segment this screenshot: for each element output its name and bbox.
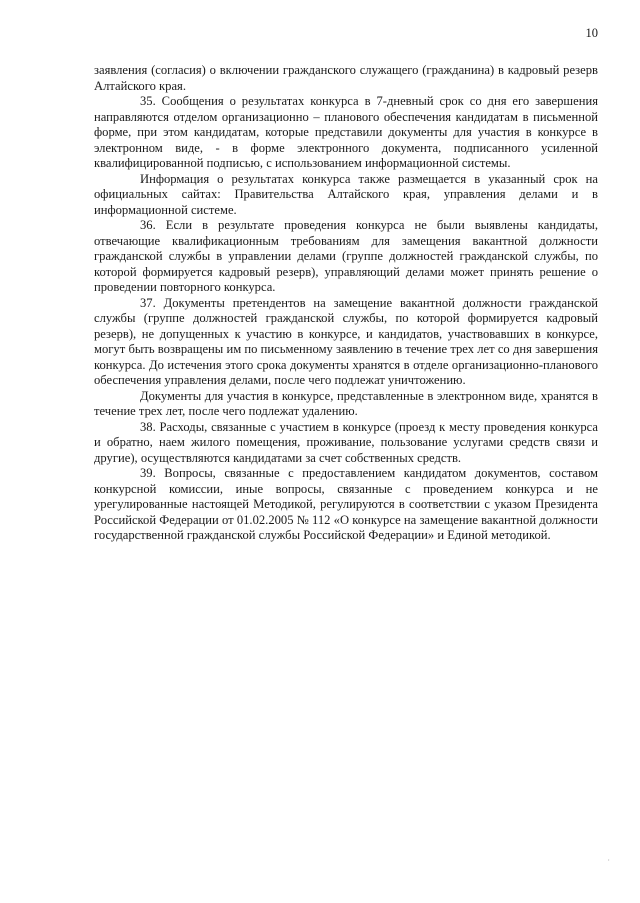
scan-artifact-dot: · — [607, 856, 610, 865]
paragraph-36: 36. Если в результате проведения конкурса не были выявлены кандидаты, отвечающие квалификационным требованиям для замещения вакантной должности гражданской службы в управлении делами (группе должностей гражданской службы, по которой формируется кадровый резерв), управляющий делами может принять решение о проведении повторного конкурса. — [94, 218, 598, 294]
paragraph-35-info: Информация о результатах конкурса также размещается в указанный срок на официальных сайтах: Правительства Алтайского края, управления делами и в информационной системе. — [94, 171, 598, 217]
paragraph-38: 38. Расходы, связанные с участием в конкурсе (проезд к месту проведения конкурса и обратно, наем жилого помещения, проживание, пользование услугами средств связи и другие), осуществляются кандидатами за счет собственных средств. — [94, 419, 598, 465]
document-body — [94, 63, 598, 544]
paragraph-35: 35. Сообщения о результатах конкурса в 7-дневный срок со дня его завершения направляются отделом организационно – планового обеспечения кандидатам в письменной форме, при этом кандидатам, которые представили документы для участия в конкурсе в электронном виде, - в форме электронного документа, подписанного усиленной квалифицированной подписью, с использованием информационной системы. — [94, 94, 598, 170]
paragraph-37: 37. Документы претендентов на замещение вакантной должности гражданской службы (группе должностей гражданской службы, по которой формируется кадровый резерв), не допущенных к участию в конкурсе, и кандидатов, участвовавших в конкурсе, могут быть возвращены им по письменному заявлению в течение трех лет со дня завершения конкурса. До истечения этого срока документы хранятся в отделе организационно-планового обеспечения управления делами, после чего подлежат уничтожению. — [94, 295, 598, 387]
page-number: 10 — [585, 26, 598, 40]
paragraph-37-electronic: Документы для участия в конкурсе, представленные в электронном виде, хранятся в течение трех лет, после чего подлежат удалению. — [94, 388, 598, 418]
paragraph-continuation: заявления (согласия) о включении гражданского служащего (гражданина) в кадровый резерв Алтайского края. — [94, 63, 598, 93]
paragraph-39: 39. Вопросы, связанные с предоставлением кандидатом документов, составом конкурсной комиссии, иные вопросы, связанные с проведением конкурса и не урегулированные настоящей Методикой, регулируются в соответствии с указом Президента Российской Федерации от 01.02.2005 № 112 «О конкурсе на замещение вакантной должности государственной гражданской службы Российской Федерации» и Единой методикой. — [94, 466, 598, 542]
